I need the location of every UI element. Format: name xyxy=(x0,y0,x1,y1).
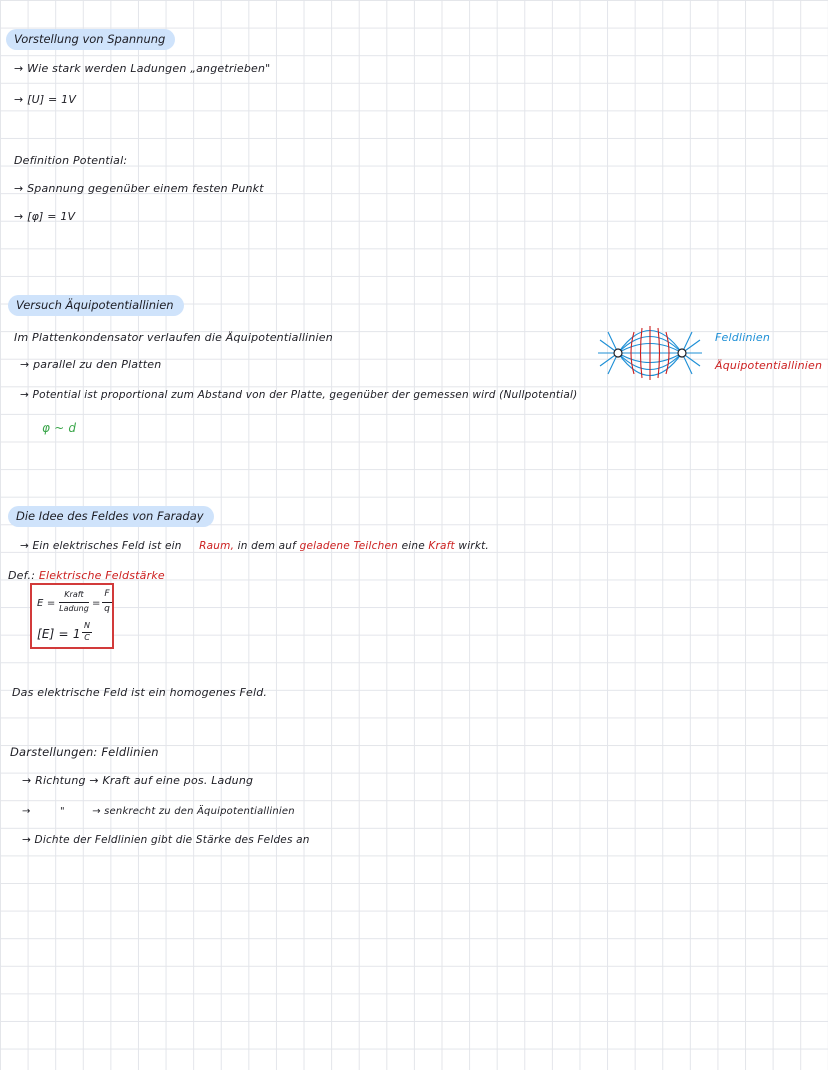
def-label: Def.: xyxy=(8,569,36,582)
keyword-teilchen: geladene Teilchen xyxy=(299,540,399,552)
text-fragment: → Ein elektrisches Feld ist ein xyxy=(20,540,182,552)
arrow: → xyxy=(22,806,31,817)
note-line: → [U] = 1V xyxy=(14,93,77,106)
equals-sign: = xyxy=(92,598,101,609)
text-fragment: → senkrecht zu den Äquipotentiallinien xyxy=(92,806,295,817)
fraction-bar xyxy=(102,602,112,603)
formula-phi-d: φ ~ d xyxy=(42,421,77,435)
note-line: Das elektrische Feld ist ein homogenes Feld. xyxy=(12,686,268,699)
note-line xyxy=(20,540,489,552)
formula-box xyxy=(30,583,114,649)
heading-aequipotential: Versuch Äquipotentiallinien xyxy=(8,295,184,316)
unit-e: [E] = 1 xyxy=(37,627,81,641)
definition-line xyxy=(8,569,165,582)
note-line xyxy=(22,806,295,817)
unit-numerator: N xyxy=(84,621,90,630)
fraction-bar xyxy=(59,602,89,603)
ditto-mark: " xyxy=(59,806,65,817)
legend-aequipotentiallinien: Äquipotentiallinien xyxy=(715,359,823,372)
fraction-denominator: Ladung xyxy=(59,604,89,613)
text-fragment: in dem auf xyxy=(237,540,297,552)
heading-spannung: Vorstellung von Spannung xyxy=(6,29,175,50)
fraction-numerator: F xyxy=(104,589,110,599)
heading-faraday: Die Idee des Feldes von Faraday xyxy=(8,506,214,527)
fraction-numerator: Kraft xyxy=(64,590,84,599)
heading-potential: Definition Potential: xyxy=(14,154,128,167)
heading-darstellungen: Darstellungen: Feldlinien xyxy=(10,745,159,759)
note-line: → Spannung gegenüber einem festen Punkt xyxy=(14,182,264,195)
note-line: → Dichte der Feldlinien gibt die Stärke des Feldes an xyxy=(22,834,310,846)
unit-denominator: C xyxy=(84,633,90,642)
field-lines-diagram xyxy=(590,310,710,400)
note-line: → Richtung → Kraft auf eine pos. Ladung xyxy=(22,774,254,787)
note-line: → [φ] = 1V xyxy=(14,210,76,223)
keyword-kraft: Kraft xyxy=(428,540,455,552)
note-line: → Potential ist proportional zum Abstand von der Platte, gegenüber der gemessen wird (Nullpotential) xyxy=(20,389,578,401)
keyword-raum: Raum, xyxy=(199,540,235,552)
legend-feldlinien: Feldlinien xyxy=(715,331,771,344)
note-line: Im Plattenkondensator verlaufen die Äquipotentiallinien xyxy=(14,331,333,344)
fraction-denominator: q xyxy=(104,604,110,614)
formula-e: E = xyxy=(37,598,56,609)
text-fragment: wirkt. xyxy=(458,540,489,552)
note-line: → parallel zu den Platten xyxy=(20,358,162,371)
text-fragment: eine xyxy=(401,540,425,552)
def-title: Elektrische Feldstärke xyxy=(38,569,165,582)
note-line: → Wie stark werden Ladungen „angetrieben" xyxy=(14,62,271,75)
